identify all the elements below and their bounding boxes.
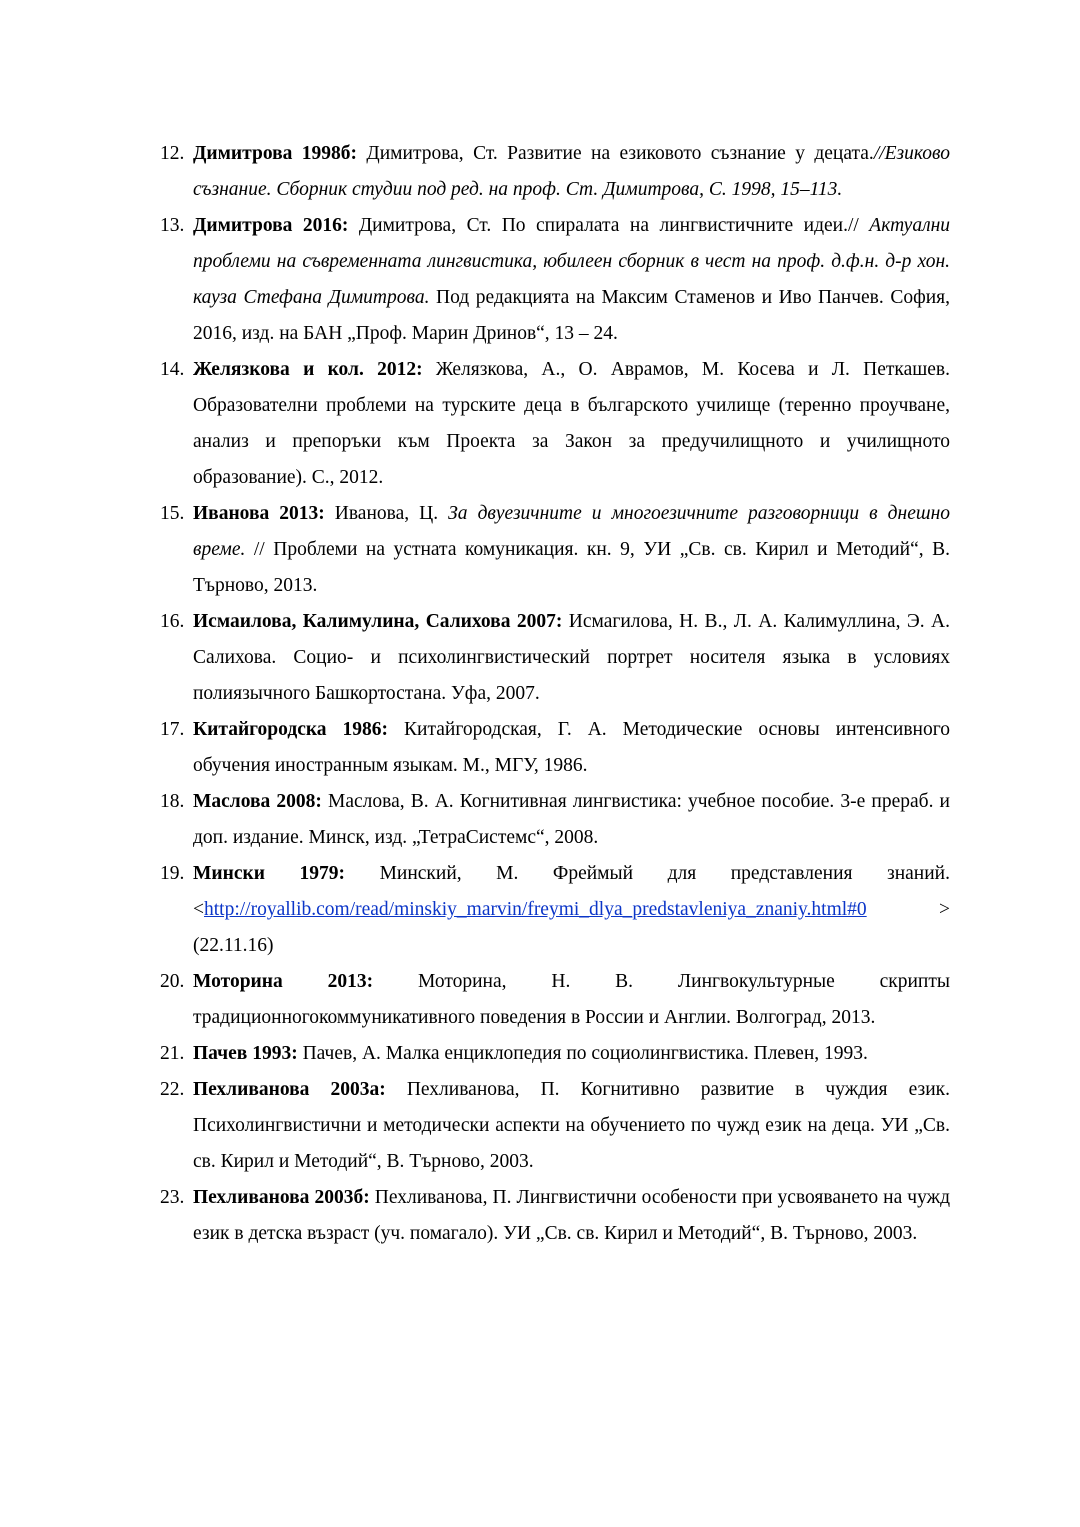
reference-author-year: Мински 1979: <box>193 863 346 884</box>
reference-number: 22. <box>160 1079 185 1100</box>
reference-number: 14. <box>160 359 185 380</box>
reference-text-segment: > (22.11.16) <box>193 899 950 956</box>
reference-number: 23. <box>160 1187 185 1208</box>
reference-text <box>193 784 950 856</box>
reference-author-year: Маслова 2008: <box>193 791 322 812</box>
reference-number: 20. <box>160 971 185 992</box>
reference-text <box>193 712 950 784</box>
reference-text-segment: Димитрова, Ст. Развитие на езиковото съзнание у децата. <box>357 143 874 164</box>
reference-title-italic: //Езиково съзнание. Сборник студии под ред. на проф. Ст. Димитрова, С. 1998, 15–113. <box>193 143 951 200</box>
reference-text-segment: Иванова, Ц. <box>324 503 449 524</box>
reference-number: 15. <box>160 503 185 524</box>
reference-author-year: Исмаилова, Калимулина, Салихова 2007: <box>193 611 563 632</box>
reference-number: 18. <box>160 791 185 812</box>
reference-author-year: Моторина 2013: <box>193 971 374 992</box>
reference-number: 16. <box>160 611 185 632</box>
reference-text <box>193 964 950 1036</box>
reference-text-segment: Пачев, А. Малка енциклопедия по социолингвистика. Плевен, 1993. <box>297 1043 868 1064</box>
reference-item <box>160 136 950 208</box>
reference-text-segment: Пехливанова, П. Когнитивно развитие в чуждия език. Психолингвистични и методически аспекти на обучението по чужд език на деца. УИ „Св. св. Кирил и Методий“, В. Търново, 2003. <box>193 1079 950 1172</box>
reference-text <box>193 208 950 352</box>
reference-text-segment: Желязкова, А., О. Аврамов, М. Косева и Л. Петкашев. Образователни проблеми на турските деца в българското училище (теренно проучване, анализ и препоръки към Проекта за Закон за предучилищното и училищното образование). С., 2012. <box>193 359 950 488</box>
reference-text <box>193 496 950 604</box>
reference-author-year: Пехливанова 2003б: <box>193 1187 370 1208</box>
reference-item <box>160 604 950 712</box>
reference-title-italic: За двуезичните и многоезичните разговорници в днешно време. <box>193 503 950 560</box>
reference-number: 13. <box>160 215 185 236</box>
reference-text-segment: Димитрова, Ст. По спиралата на лингвистичните идеи.// <box>348 215 870 236</box>
reference-item <box>160 352 950 496</box>
reference-text-segment: Моторина, Н. В. Лингвокультурные скрипты традиционногокоммуникативного поведения в России и Англии. Волгоград, 2013. <box>193 971 950 1028</box>
reference-author-year: Пехливанова 2003а: <box>193 1079 386 1100</box>
reference-item <box>160 496 950 604</box>
reference-text-segment: Под редакцията на Максим Стаменов и Иво Панчев. София, 2016, изд. на БАН „Проф. Марин Дринов“, 13 – 24. <box>193 287 950 344</box>
reference-text <box>193 1072 950 1180</box>
reference-text-segment: Китайгородская, Г. А. Методические основы интенсивного обучения иностранным языкам. М., МГУ, 1986. <box>193 719 950 776</box>
reference-number: 19. <box>160 863 185 884</box>
reference-item <box>160 712 950 784</box>
reference-author-year: Димитрова 1998б: <box>193 143 358 164</box>
reference-item <box>160 1072 950 1180</box>
reference-number: 12. <box>160 143 185 164</box>
reference-item <box>160 964 950 1036</box>
reference-text <box>193 136 950 208</box>
reference-author-year: Иванова 2013: <box>193 503 325 524</box>
reference-text <box>193 352 950 496</box>
reference-number: 17. <box>160 719 185 740</box>
reference-text-segment: Маслова, В. А. Когнитивная лингвистика: учебное пособие. 3-е прераб. и доп. издание. Минск, изд. „ТетраСистемс“, 2008. <box>193 791 950 848</box>
reference-title-italic: Актуални проблеми на съвременната лингвистика, юбилеен сборник в чест на проф. д.ф.н. д-р хон. кауза Стефана Димитрова. <box>193 215 951 308</box>
reference-text-segment: // Проблеми на устната комуникация. кн. 9, УИ „Св. св. Кирил и Методий“, В. Търново, 2013. <box>193 539 950 596</box>
reference-author-year: Димитрова 2016: <box>193 215 349 236</box>
reference-item <box>160 208 950 352</box>
reference-item <box>160 1036 950 1072</box>
reference-link[interactable]: http://royallib.com/read/minskiy_marvin/freymi_dlya_predstavleniya_znaniy.html#0 <box>204 899 867 920</box>
reference-text <box>193 1036 950 1072</box>
reference-text-segment: Минский, М. Фреймый для представления знаний. < <box>193 863 950 920</box>
reference-text-segment: Пехливанова, П. Лингвистични особености при усвояването на чужд език в детска възраст (уч. помагало). УИ „Св. св. Кирил и Методий“, В. Търново, 2003. <box>193 1187 950 1244</box>
reference-text <box>193 856 950 964</box>
reference-number: 21. <box>160 1043 185 1064</box>
reference-item <box>160 784 950 856</box>
reference-author-year: Китайгородска 1986: <box>193 719 389 740</box>
reference-author-year: Желязкова и кол. 2012: <box>193 359 423 380</box>
reference-item <box>160 1180 950 1252</box>
reference-author-year: Пачев 1993: <box>193 1043 298 1064</box>
reference-text <box>193 604 950 712</box>
reference-text-segment: Исмагилова, Н. В., Л. А. Калимуллина, Э. А. Салихова. Социо- и психолингвистический портрет носителя языка в условиях полиязычного Башкортостана. Уфа, 2007. <box>193 611 950 704</box>
reference-list <box>160 136 950 1252</box>
reference-item <box>160 856 950 964</box>
reference-text <box>193 1180 950 1252</box>
